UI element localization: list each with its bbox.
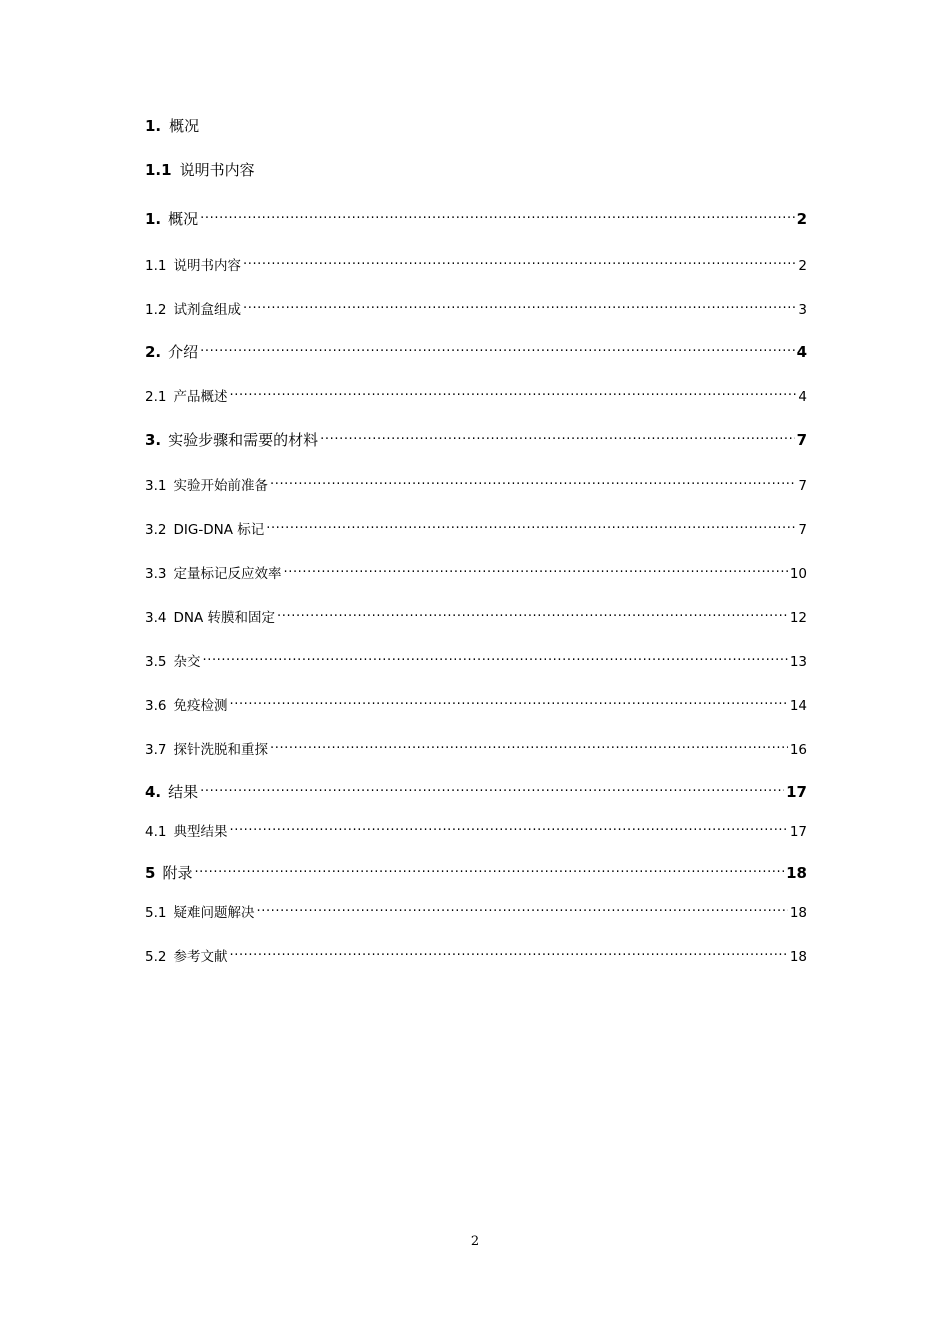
toc-entry[interactable] xyxy=(145,337,807,361)
toc-entry[interactable] xyxy=(145,250,807,274)
toc-entry-page: 7 xyxy=(796,431,807,449)
toc-entry[interactable] xyxy=(145,690,807,714)
toc-entry-number: 4. xyxy=(145,783,162,801)
toc-entry[interactable] xyxy=(145,734,807,758)
toc-entry[interactable] xyxy=(145,381,807,405)
toc-entry-title: 探针洗脱和重探 xyxy=(173,742,268,758)
toc-entry-title: 参考文献 xyxy=(173,949,228,965)
heading-number: 1. xyxy=(145,117,162,135)
toc-entry[interactable] xyxy=(145,514,807,538)
toc-entry[interactable] xyxy=(145,858,807,882)
subsection-heading xyxy=(145,160,255,180)
toc-entry-number: 3.5 xyxy=(145,654,167,670)
toc-entry-title: 介绍 xyxy=(168,343,199,361)
toc-entry-title: 定量标记反应效率 xyxy=(173,566,282,582)
toc-entry[interactable] xyxy=(145,777,807,801)
toc-dot-leader xyxy=(229,690,787,710)
toc-entry-number: 1. xyxy=(145,210,162,228)
toc-entry-page: 4 xyxy=(796,343,807,361)
toc-entry-number: 5.2 xyxy=(145,949,167,965)
toc-entry-title: 产品概述 xyxy=(173,389,228,405)
toc-entry-number: 3.4 xyxy=(145,610,167,626)
toc-entry-number: 3. xyxy=(145,431,162,449)
page-number: 2 xyxy=(470,1234,480,1249)
toc-dot-leader xyxy=(270,470,796,490)
toc-entry-page: 4 xyxy=(798,389,807,405)
toc-dot-leader xyxy=(200,204,794,224)
toc-entry[interactable] xyxy=(145,558,807,582)
toc-dot-leader xyxy=(283,558,787,578)
toc-entry-number: 3.6 xyxy=(145,698,167,714)
toc-entry-number: 3.3 xyxy=(145,566,167,582)
toc-dot-leader xyxy=(277,602,788,622)
toc-entry[interactable] xyxy=(145,425,807,449)
section-heading xyxy=(145,116,199,136)
toc-entry-page: 7 xyxy=(798,478,807,494)
toc-entry[interactable] xyxy=(145,941,807,965)
toc-entry[interactable] xyxy=(145,897,807,921)
toc-entry-page: 18 xyxy=(786,864,807,882)
toc-entry-page: 16 xyxy=(789,742,807,758)
toc-entry-title: 概况 xyxy=(168,210,199,228)
toc-entry-title: 结果 xyxy=(168,783,199,801)
toc-entry-page: 18 xyxy=(789,905,807,921)
toc-entry[interactable] xyxy=(145,470,807,494)
toc-entry-number: 2.1 xyxy=(145,389,167,405)
heading-number: 1.1 xyxy=(145,161,172,179)
toc-entry-page: 10 xyxy=(789,566,807,582)
toc-entry[interactable] xyxy=(145,602,807,626)
toc-dot-leader xyxy=(194,858,784,878)
toc-dot-leader xyxy=(320,425,794,445)
toc-entry-title: 免疫检测 xyxy=(173,698,228,714)
toc-entry-number: 1.1 xyxy=(145,258,167,274)
toc-entry-title: 杂交 xyxy=(173,654,201,670)
toc-dot-leader xyxy=(266,514,796,534)
toc-entry-number: 2. xyxy=(145,343,162,361)
toc-entry-number: 3.7 xyxy=(145,742,167,758)
toc-entry-title: 实验步骤和需要的材料 xyxy=(168,431,319,449)
toc-entry-number: 4.1 xyxy=(145,824,167,840)
toc-entry[interactable] xyxy=(145,204,807,228)
toc-dot-leader xyxy=(256,897,787,917)
toc-entry[interactable] xyxy=(145,816,807,840)
toc-entry-title: DIG-DNA 标记 xyxy=(173,522,265,538)
toc-dot-leader xyxy=(200,777,784,797)
toc-entry-page: 13 xyxy=(789,654,807,670)
toc-dot-leader xyxy=(229,816,787,836)
toc-dot-leader xyxy=(200,337,794,357)
toc-entry-page: 14 xyxy=(789,698,807,714)
toc-dot-leader xyxy=(229,941,787,961)
toc-entry-title: 说明书内容 xyxy=(173,258,241,274)
toc-entry-number: 1.2 xyxy=(145,302,167,318)
heading-title: 说明书内容 xyxy=(179,161,255,179)
toc-entry-title: 实验开始前准备 xyxy=(173,478,268,494)
toc-entry[interactable] xyxy=(145,646,807,670)
toc-entry-number: 5 xyxy=(145,864,156,882)
toc-entry-title: 试剂盒组成 xyxy=(173,302,241,318)
toc-entry-title: 疑难问题解决 xyxy=(173,905,255,921)
toc-entry-page: 7 xyxy=(798,522,807,538)
toc-entry-page: 17 xyxy=(789,824,807,840)
heading-title: 概况 xyxy=(169,117,200,135)
toc-entry-page: 3 xyxy=(798,302,807,318)
toc-dot-leader xyxy=(243,250,796,270)
toc-entry-title: 典型结果 xyxy=(173,824,228,840)
toc-entry-page: 2 xyxy=(796,210,807,228)
toc-dot-leader xyxy=(270,734,788,754)
toc-entry[interactable] xyxy=(145,294,807,318)
toc-entry-page: 18 xyxy=(789,949,807,965)
toc-entry-page: 2 xyxy=(798,258,807,274)
toc-dot-leader xyxy=(243,294,796,314)
toc-entry-title: DNA 转膜和固定 xyxy=(173,610,276,626)
toc-dot-leader xyxy=(229,381,796,401)
toc-entry-number: 3.2 xyxy=(145,522,167,538)
toc-entry-number: 3.1 xyxy=(145,478,167,494)
toc-entry-title: 附录 xyxy=(162,864,193,882)
toc-entry-number: 5.1 xyxy=(145,905,167,921)
toc-entry-page: 17 xyxy=(786,783,807,801)
toc-entry-page: 12 xyxy=(789,610,807,626)
toc-dot-leader xyxy=(202,646,787,666)
